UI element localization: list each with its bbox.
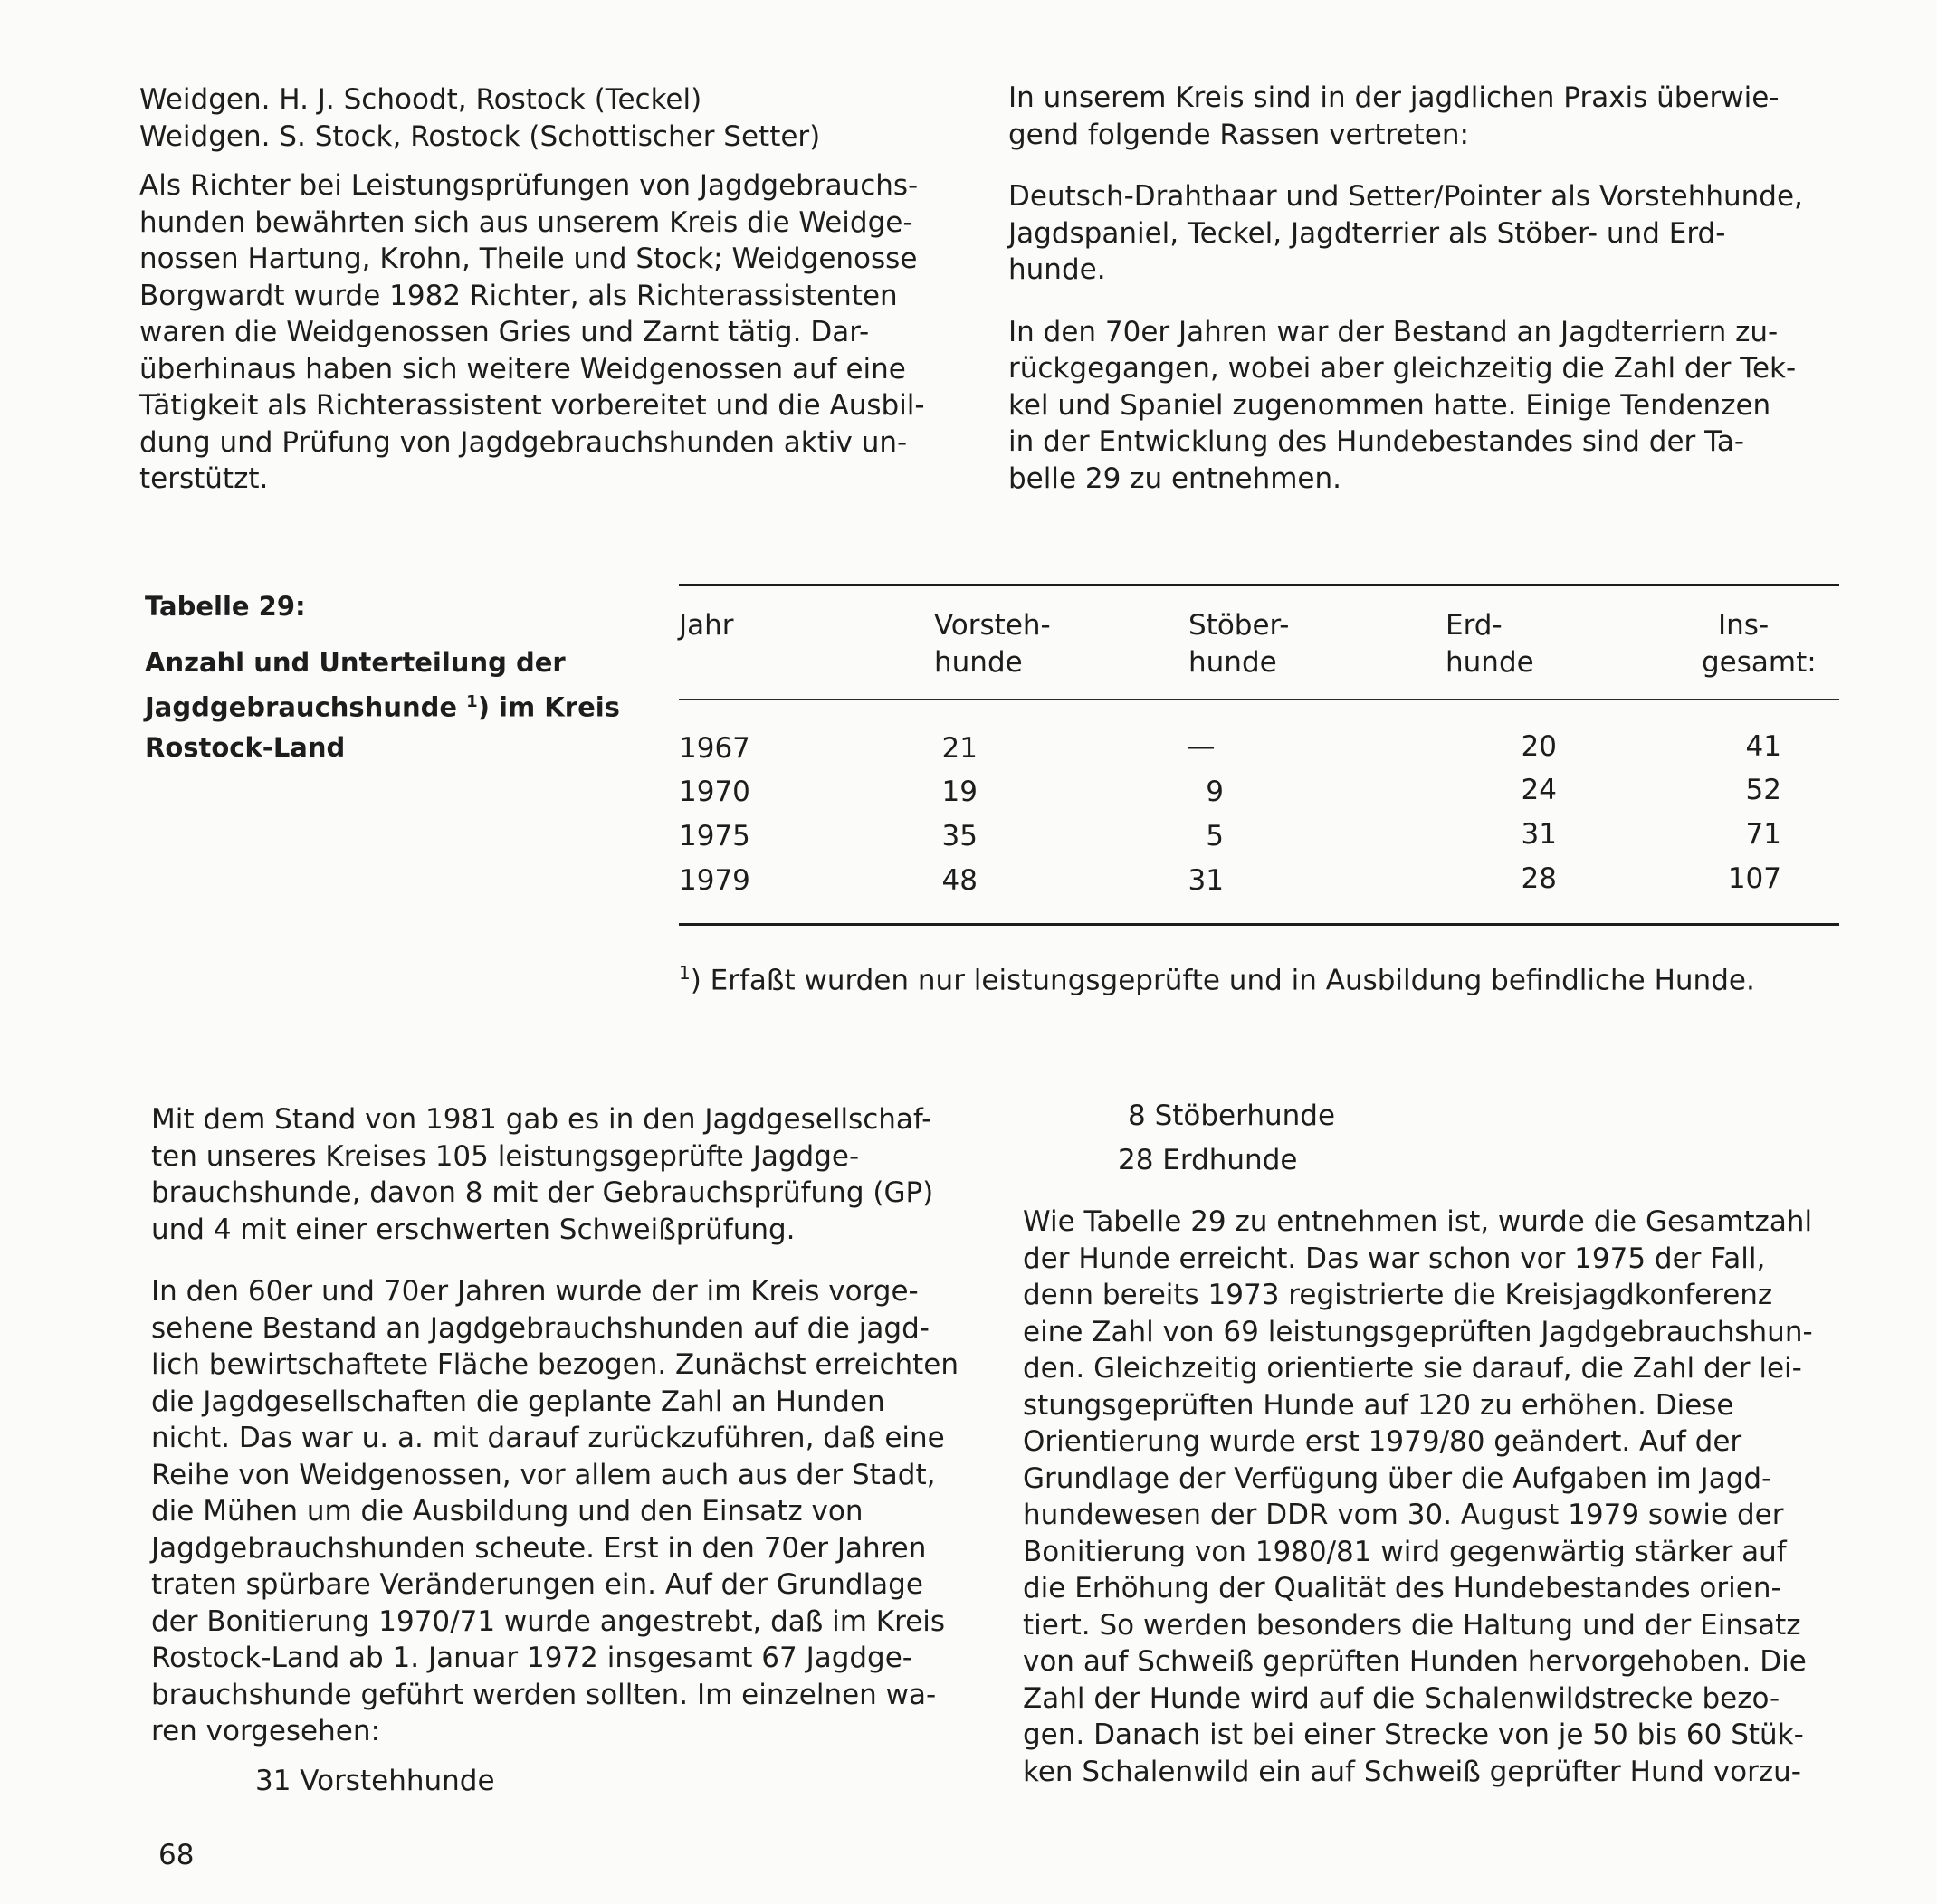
header-line: Jahr: [679, 609, 734, 642]
credits: [139, 81, 959, 155]
cell-vorstehhunde: 19: [941, 776, 978, 808]
header-line: gesamt:: [1702, 646, 1817, 679]
column-header-jahr: [679, 607, 815, 644]
paragraph: [1008, 178, 1828, 289]
text-line: traten spürbare Veränderungen ein. Auf der Grundlage: [151, 1568, 923, 1601]
table-header-rule: [679, 699, 1839, 700]
title-fragment: ) im Kreis: [477, 691, 620, 723]
text-line: hunde.: [1008, 253, 1106, 286]
text-line: gend folgende Rassen vertreten:: [1008, 118, 1469, 151]
cell-insgesamt: 71: [1745, 818, 1781, 851]
text-line: ten unseres Kreises 105 leistungsgeprüfte Jagdge-: [151, 1139, 860, 1173]
text-line: Reihe von Weidgenossen, vor allem auch aus der Stadt,: [151, 1458, 936, 1491]
list-item: 8 Stöberhunde: [1128, 1100, 1336, 1132]
text-line: kel und Spaniel zugenommen hatte. Einige Tendenzen: [1008, 388, 1771, 422]
text-line: tiert. So werden besonders die Haltung und der Einsatz: [1023, 1608, 1801, 1642]
text-line: gen. Danach ist bei einer Strecke von je 50 bis 60 Stük-: [1023, 1718, 1804, 1751]
bottom-left-column: [151, 1101, 975, 1799]
table-footnote: [679, 962, 1755, 996]
paragraph: [139, 167, 959, 498]
header-line: hunde: [934, 646, 1023, 679]
credit-line: Weidgen. H. J. Schoodt, Rostock (Teckel): [139, 83, 702, 116]
list: [1023, 1098, 1842, 1178]
cell-year: 1975: [679, 820, 750, 852]
footnote-mark: 1: [679, 962, 691, 984]
text-line: nossen Hartung, Krohn, Theile und Stock; Weidgenosse: [139, 243, 918, 275]
cell-year: 1979: [679, 864, 750, 897]
cell-erdhunde: 31: [1521, 818, 1557, 851]
title-fragment: Jagdgebrauchshunde: [145, 691, 458, 723]
text-line: belle 29 zu entnehmen.: [1008, 462, 1341, 495]
table-top-rule: [679, 584, 1839, 586]
bottom-right-column: [1023, 1098, 1842, 1790]
header-line: Vorsteh-: [934, 609, 1051, 642]
column-header-erdhunde: [1446, 607, 1627, 681]
table-label: Tabelle 29:: [145, 591, 306, 622]
text-line: Deutsch-Drahthaar und Setter/Pointer als Vorstehhunde,: [1008, 180, 1803, 213]
text-line: die Erhöhung der Qualität des Hundebestandes orien-: [1023, 1572, 1781, 1604]
text-line: In unserem Kreis sind in der jagdlichen Praxis überwie-: [1008, 81, 1780, 114]
header-line: Ins-: [1718, 609, 1770, 642]
top-right-column: [1008, 80, 1828, 497]
header-line: hunde: [1188, 646, 1277, 679]
top-left-column: [139, 81, 959, 498]
page-number: 68: [158, 1839, 195, 1871]
text-line: Borgwardt wurde 1982 Richter, als Richterassistenten: [139, 279, 898, 312]
text-line: und 4 mit einer erschwerten Schweißprüfung.: [151, 1213, 796, 1246]
title-line: [145, 682, 652, 728]
title-line: Anzahl und Unterteilung der: [145, 647, 566, 678]
text-line: brauchshunde, davon 8 mit der Gebrauchsprüfung (GP): [151, 1176, 934, 1209]
cell-stoeberhunde: 5: [1206, 820, 1224, 852]
text-line: stungsgeprüften Hunde auf 120 zu erhöhen. Diese: [1023, 1388, 1734, 1422]
text-line: denn bereits 1973 registrierte die Kreisjagdkonferenz: [1023, 1279, 1773, 1311]
cell-erdhunde: 20: [1521, 730, 1557, 763]
text-line: In den 60er und 70er Jahren wurde der im Kreis vorge-: [151, 1275, 919, 1308]
text-line: hunden bewährten sich aus unserem Kreis die Weidge-: [139, 205, 913, 239]
cell-insgesamt: 52: [1745, 774, 1781, 806]
paragraph: [1008, 80, 1828, 153]
header-line: Stöber-: [1188, 609, 1290, 642]
list-item: 31 Vorstehhunde: [255, 1764, 495, 1797]
text-line: Als Richter bei Leistungsprüfungen von Jagdgebrauchs-: [139, 169, 919, 202]
list-item: 28 Erdhunde: [1118, 1143, 1298, 1176]
text-line: Bonitierung von 1980/81 wird gegenwärtig stärker auf: [1023, 1535, 1787, 1568]
text-line: eine Zahl von 69 leistungsgeprüften Jagdgebrauchshun-: [1023, 1315, 1813, 1348]
text-line: waren die Weidgenossen Gries und Zarnt tätig. Dar-: [139, 316, 870, 348]
paragraph: [151, 1101, 975, 1248]
text-line: sehene Bestand an Jagdgebrauchshunden auf die jagd-: [151, 1311, 930, 1345]
cell-vorstehhunde: 48: [941, 864, 978, 897]
text-line: lich bewirtschaftete Fläche bezogen. Zunächst erreichten: [151, 1348, 959, 1381]
column-header-insgesamt: [1702, 607, 1837, 681]
cell-erdhunde: 28: [1521, 862, 1557, 895]
text-line: in der Entwicklung des Hundebestandes sind der Ta-: [1008, 425, 1745, 458]
footnote-text: ) Erfaßt wurden nur leistungsgeprüfte und in Ausbildung befindliche Hunde.: [690, 964, 1755, 997]
text-line: Wie Tabelle 29 zu entnehmen ist, wurde die Gesamtzahl: [1023, 1205, 1813, 1238]
text-line: Tätigkeit als Richterassistent vorbereitet und die Ausbil-: [139, 389, 925, 422]
text-line: von auf Schweiß geprüften Hunden hervorgehoben. Die: [1023, 1645, 1807, 1678]
text-line: hundewesen der DDR vom 30. August 1979 sowie der: [1023, 1499, 1784, 1531]
credit-line: Weidgen. S. Stock, Rostock (Schottischer Setter): [139, 119, 821, 153]
paragraph: [1023, 1204, 1842, 1790]
table-caption: [145, 586, 652, 767]
footnote-reference: 1: [466, 692, 478, 711]
text-line: der Hunde erreicht. Das war schon vor 1975 der Fall,: [1023, 1242, 1766, 1275]
text-line: In den 70er Jahren war der Bestand an Jagdterriern zu-: [1008, 315, 1779, 348]
title-line: Rostock-Land: [145, 731, 346, 763]
cell-year: 1970: [679, 776, 750, 808]
cell-insgesamt: 41: [1745, 730, 1781, 763]
text-line: Jagdgebrauchshunden scheute. Erst in den 70er Jahren: [151, 1531, 927, 1565]
cell-stoeberhunde: —: [1187, 730, 1216, 763]
cell-stoeberhunde: 31: [1188, 864, 1224, 897]
text-line: die Mühen um die Ausbildung und den Einsatz von: [151, 1495, 864, 1528]
text-line: Zahl der Hunde wird auf die Schalenwildstrecke bezo-: [1023, 1681, 1780, 1715]
text-line: Orientierung wurde erst 1979/80 geändert. Auf der: [1023, 1425, 1742, 1458]
paragraph: [151, 1273, 975, 1750]
cell-erdhunde: 24: [1521, 774, 1557, 806]
table-title: [145, 643, 652, 767]
text-line: Grundlage der Verfügung über die Aufgaben im Jagd-: [1023, 1461, 1772, 1495]
table-bottom-rule: [679, 923, 1839, 926]
text-line: brauchshunde geführt werden sollten. Im einzelnen wa-: [151, 1678, 937, 1711]
text-line: nicht. Das war u. a. mit darauf zurückzuführen, daß eine: [151, 1422, 945, 1454]
header-line: Erd-: [1446, 609, 1503, 642]
text-line: ken Schalenwild ein auf Schweiß geprüfter Hund vorzu-: [1023, 1755, 1801, 1788]
text-line: überhinaus haben sich weitere Weidgenossen auf eine: [139, 352, 906, 386]
paragraph: [1008, 314, 1828, 498]
cell-year: 1967: [679, 732, 750, 765]
cell-vorstehhunde: 21: [941, 732, 978, 765]
column-header-vorstehhunde: [934, 607, 1115, 681]
cell-stoeberhunde: 9: [1206, 776, 1224, 808]
text-line: rückgegangen, wobei aber gleichzeitig die Zahl der Tek-: [1008, 352, 1797, 385]
text-line: Rostock-Land ab 1. Januar 1972 insgesamt 67 Jagdge-: [151, 1642, 912, 1674]
text-line: den. Gleichzeitig orientierte sie darauf, die Zahl der lei-: [1023, 1352, 1802, 1385]
text-line: terstützt.: [139, 462, 269, 495]
text-line: Mit dem Stand von 1981 gab es in den Jagdgesellschaf-: [151, 1103, 932, 1136]
text-line: der Bonitierung 1970/71 wurde angestrebt, daß im Kreis: [151, 1604, 946, 1638]
text-line: Jagdspaniel, Teckel, Jagdterrier als Stöber- und Erd-: [1008, 216, 1726, 250]
header-line: hunde: [1446, 646, 1534, 679]
text-line: dung und Prüfung von Jagdgebrauchshunden aktiv un-: [139, 425, 908, 459]
cell-insgesamt: 107: [1727, 862, 1781, 895]
cell-vorstehhunde: 35: [941, 820, 978, 852]
text-line: ren vorgesehen:: [151, 1715, 380, 1747]
column-header-stoeberhunde: [1188, 607, 1369, 681]
text-line: die Jagdgesellschaften die geplante Zahl an Hunden: [151, 1385, 885, 1418]
